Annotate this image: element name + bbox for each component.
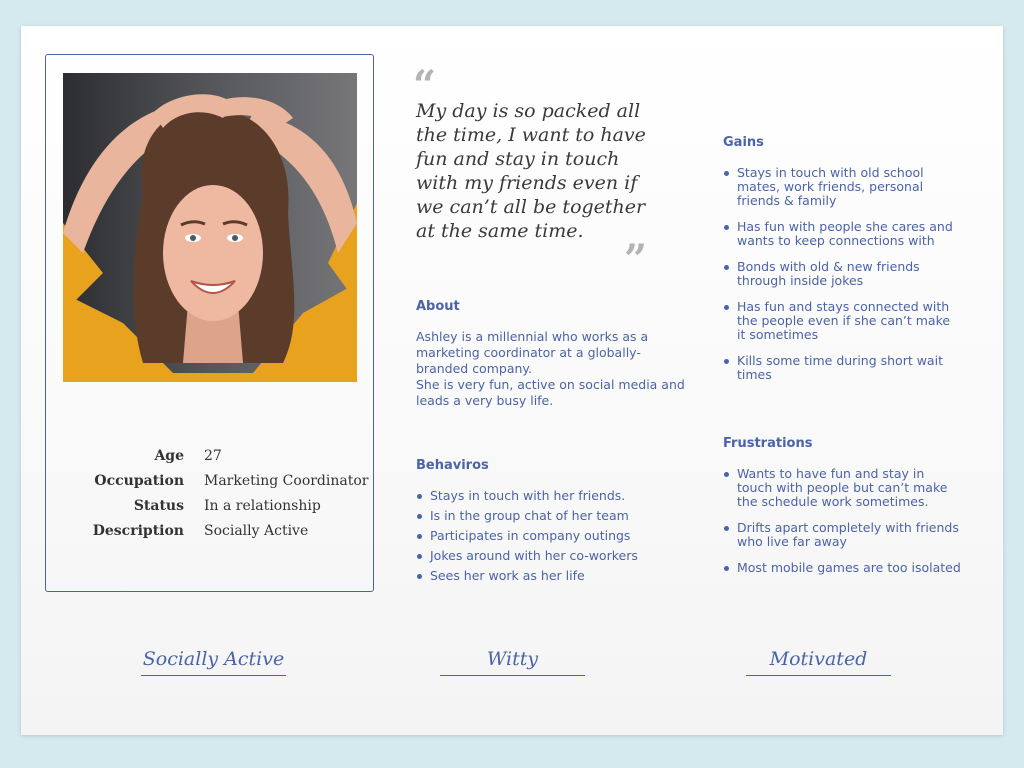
- close-quote-icon: ”: [624, 236, 648, 283]
- fact-label: Age: [154, 447, 184, 464]
- fact-row-age: [46, 443, 373, 468]
- profile-card: [45, 54, 374, 592]
- trait-witty: Witty: [440, 648, 585, 676]
- fact-value: 27: [204, 447, 222, 464]
- list-item: Stays in touch with old school mates, work friends, personal friends & family: [723, 166, 958, 208]
- list-item: Kills some time during short wait times: [723, 354, 958, 382]
- fact-value: Marketing Coordinator: [204, 472, 369, 489]
- list-item: Drifts apart completely with friends who live far away: [723, 521, 963, 549]
- about-paragraph-1: Ashley is a millennial who works as a marketing coordinator at a globally-branded company.: [416, 329, 649, 376]
- persona-quote: My day is so packed all the time, I want to have fun and stay in touch with my friends even if we can’t all be together at the same time.: [416, 100, 646, 242]
- list-item: Jokes around with her co-workers: [416, 549, 696, 563]
- frustrations-title: Frustrations: [723, 436, 813, 451]
- behaviors-title: Behaviros: [416, 458, 489, 473]
- fact-value: Socially Active: [204, 522, 309, 539]
- behaviors-list: [416, 489, 696, 589]
- open-quote-icon: “: [413, 62, 437, 109]
- fact-label: Description: [92, 522, 184, 539]
- fact-row-occupation: [46, 468, 373, 493]
- fact-row-description: [46, 518, 373, 543]
- about-title: About: [416, 299, 460, 314]
- list-item: Stays in touch with her friends.: [416, 489, 696, 503]
- profile-photo: [63, 73, 357, 382]
- profile-facts: [46, 443, 373, 543]
- list-item: Is in the group chat of her team: [416, 509, 696, 523]
- list-item: Has fun with people she cares and wants to keep connections with: [723, 220, 958, 248]
- trait-socially-active: Socially Active: [141, 648, 286, 676]
- gains-title: Gains: [723, 135, 764, 150]
- fact-label: Status: [133, 497, 184, 514]
- fact-label: Occupation: [94, 472, 184, 489]
- list-item: Wants to have fun and stay in touch with people but can’t make the schedule work sometimes.: [723, 467, 963, 509]
- list-item: Participates in company outings: [416, 529, 696, 543]
- trait-motivated: Motivated: [746, 648, 891, 676]
- fact-value: In a relationship: [204, 497, 321, 514]
- list-item: Has fun and stays connected with the people even if she can’t make it sometimes: [723, 300, 958, 342]
- gains-list: [723, 166, 958, 394]
- frustrations-list: [723, 467, 963, 587]
- fact-row-status: [46, 493, 373, 518]
- about-paragraph-2: She is very fun, active on social media and leads a very busy life.: [416, 377, 685, 408]
- list-item: Most mobile games are too isolated: [723, 561, 963, 575]
- list-item: Sees her work as her life: [416, 569, 696, 583]
- list-item: Bonds with old & new friends through inside jokes: [723, 260, 958, 288]
